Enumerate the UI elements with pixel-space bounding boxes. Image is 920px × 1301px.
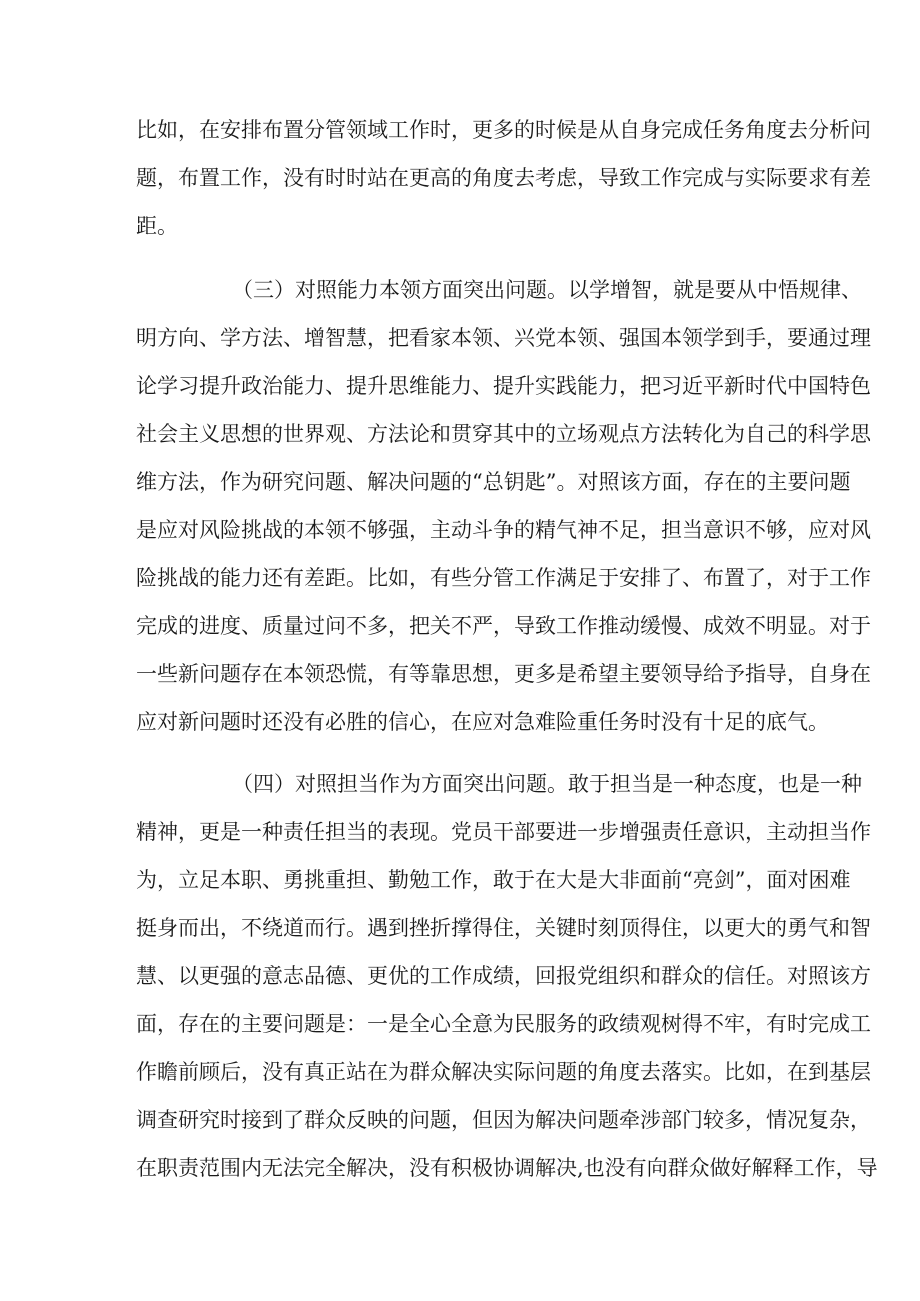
text-line: 社会主义思想的世界观、方法论和贯穿其中的立场观点方法转化为自己的科学思 <box>136 422 871 446</box>
text-line: 题，布置工作，没有时时站在更高的角度去考虑，导致工作完成与实际要求有差 <box>136 166 871 190</box>
text-line: 作瞻前顾后，没有真正站在为群众解决实际问题的角度去落实。比如，在到基层 <box>136 1060 871 1084</box>
text-line: 应对新问题时还没有必胜的信心，在应对急难险重任务时没有十足的底气。 <box>136 710 829 734</box>
text-line: 在职责范围内无法完全解决，没有积极协调解决,也没有向群众做好解释工作，导 <box>136 1156 878 1180</box>
section-heading-line: （三）对照能力本领方面突出问题。以学增智，就是要从中悟规律、 <box>232 278 862 302</box>
section-heading-line: （四）对照担当作为方面突出问题。敢于担当是一种态度，也是一种 <box>232 772 862 796</box>
text-line: 维方法，作为研究问题、解决问题的“总钥匙”。对照该方面，存在的主要问题 <box>136 470 851 494</box>
text-line: 慧、以更强的意志品德、更优的工作成绩，回报党组织和群众的信任。对照该方 <box>136 964 871 988</box>
text-line: 挺身而出，不绕道而行。遇到挫折撑得住，关键时刻顶得住，以更大的勇气和智 <box>136 916 871 940</box>
paragraph-section-3 <box>136 278 871 734</box>
text-line: 调查研究时接到了群众反映的问题，但因为解决问题牵涉部门较多，情况复杂， <box>136 1108 871 1132</box>
text-line: 险挑战的能力还有差距。比如，有些分管工作满足于安排了、布置了，对于工作 <box>136 566 871 590</box>
text-line: 论学习提升政治能力、提升思维能力、提升实践能力，把习近平新时代中国特色 <box>136 374 871 398</box>
text-line: 面，存在的主要问题是：一是全心全意为民服务的政绩观树得不牢，有时完成工 <box>136 1012 871 1036</box>
text-line: 距。 <box>136 214 178 238</box>
text-line: 比如，在安排布置分管领域工作时，更多的时候是从自身完成任务角度去分析问 <box>136 118 871 142</box>
text-line: 一些新问题存在本领恐慌，有等靠思想，更多是希望主要领导给予指导，自身在 <box>136 662 871 686</box>
paragraph-section-4 <box>136 772 878 1180</box>
text-line: 为，立足本职、勇挑重担、勤勉工作，敢于在大是大非面前“亮剑”，面对困难 <box>136 868 851 892</box>
text-line: 精神，更是一种责任担当的表现。党员干部要进一步增强责任意识，主动担当作 <box>136 820 871 844</box>
text-line: 明方向、学方法、增智慧，把看家本领、兴党本领、强国本领学到手，要通过理 <box>136 326 871 350</box>
text-line: 完成的进度、质量过问不多，把关不严，导致工作推动缓慢、成效不明显。对于 <box>136 614 871 638</box>
paragraph-continuation <box>136 118 871 238</box>
text-line: 是应对风险挑战的本领不够强，主动斗争的精气神不足，担当意识不够，应对风 <box>136 518 871 542</box>
